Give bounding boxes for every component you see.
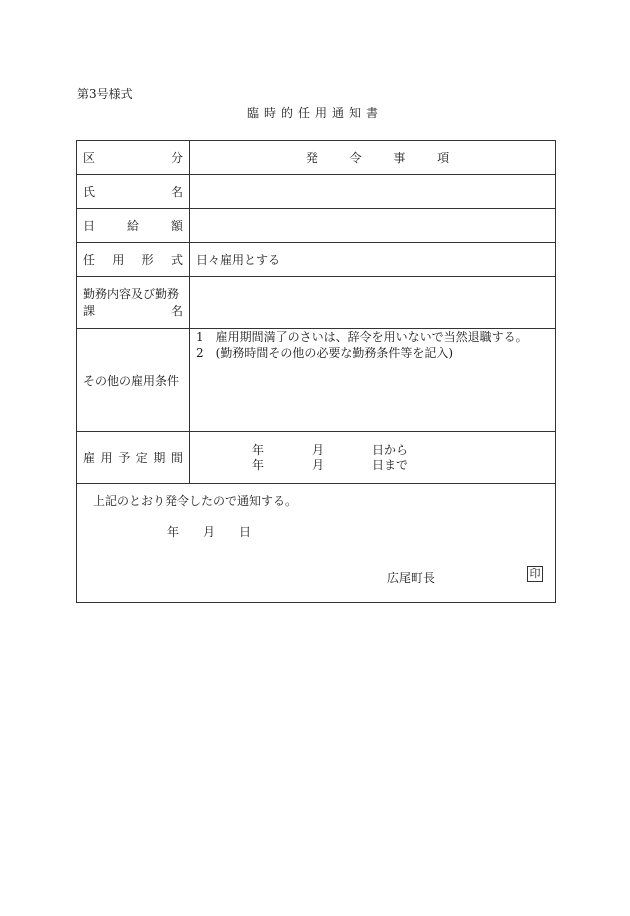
name-label — [77, 175, 190, 208]
label-char: 任 — [83, 253, 96, 267]
label-char: 間 — [170, 451, 183, 465]
appointment-type-label — [77, 243, 190, 276]
seal-mark: 印 — [527, 566, 543, 582]
period-end — [252, 458, 408, 473]
conditions-label: その他の雇用条件 — [77, 329, 190, 431]
duty-label-line1: 勤務内容及び勤務 — [83, 286, 180, 301]
duty-value — [190, 277, 555, 328]
header-value-char: 項 — [437, 151, 450, 165]
end-month: 月 — [312, 457, 325, 472]
header-label — [77, 141, 190, 174]
duty-label-line2 — [83, 303, 183, 320]
name-value — [190, 175, 555, 208]
form-code: 第3号様式 — [77, 87, 133, 101]
label-char: 用 — [112, 253, 125, 267]
start-day: 日から — [372, 442, 409, 457]
appointment-type-value: 日々雇用とする — [196, 253, 281, 267]
label-char: 期 — [153, 451, 166, 465]
label-char: 名 — [170, 303, 183, 318]
header-row — [77, 141, 555, 175]
label-char: 給 — [126, 219, 139, 233]
notice-day: 日 — [239, 525, 252, 539]
name-row — [77, 175, 555, 209]
label-char: 雇 — [83, 451, 96, 465]
conditions-value — [190, 329, 555, 431]
label-char: 日 — [83, 219, 96, 233]
duty-row — [77, 277, 555, 329]
period-row — [77, 432, 555, 484]
start-month: 月 — [312, 442, 325, 457]
label-char: 額 — [170, 219, 183, 233]
notice-month: 月 — [203, 525, 216, 539]
notice-text: 上記のとおり発令したので通知する。 — [93, 494, 298, 508]
notice-section — [77, 484, 555, 604]
header-label-char: 区 — [83, 151, 96, 165]
header-label-char: 分 — [170, 151, 183, 165]
label-char: 課 — [83, 303, 96, 318]
label-char: 定 — [135, 451, 148, 465]
daily-wage-label — [77, 209, 190, 242]
notice-year: 年 — [167, 525, 180, 539]
label-char: 用 — [100, 451, 113, 465]
duty-label — [77, 277, 190, 328]
daily-wage-row — [77, 209, 555, 243]
condition-line: 2 (勤務時間その他の必要な勤務条件等を記入) — [196, 346, 453, 360]
daily-wage-value — [190, 209, 555, 242]
end-year: 年 — [252, 457, 265, 472]
document-title: 臨時的任用通知書 — [246, 106, 383, 120]
header-value-char: 事 — [393, 151, 406, 165]
conditions-row — [77, 329, 555, 432]
label-char: 氏 — [83, 185, 96, 199]
label-char: 式 — [170, 253, 183, 267]
start-year: 年 — [252, 442, 265, 457]
notice-date — [167, 523, 251, 540]
header-value-char: 令 — [349, 151, 362, 165]
label-char: 予 — [118, 451, 131, 465]
period-value — [190, 432, 555, 483]
signer-title: 広尾町長 — [387, 571, 436, 585]
label-char: 形 — [141, 253, 154, 267]
appointment-table — [76, 140, 556, 603]
appointment-type-row — [77, 243, 555, 277]
period-start — [252, 443, 408, 458]
end-day: 日まで — [372, 457, 409, 472]
condition-line: 1 雇用期間満了のさいは、辞令を用いないで当然退職する。 — [196, 330, 528, 344]
header-value-char: 発 — [305, 151, 318, 165]
label-char: 名 — [170, 185, 183, 199]
period-label — [77, 432, 190, 483]
header-value — [190, 141, 555, 174]
